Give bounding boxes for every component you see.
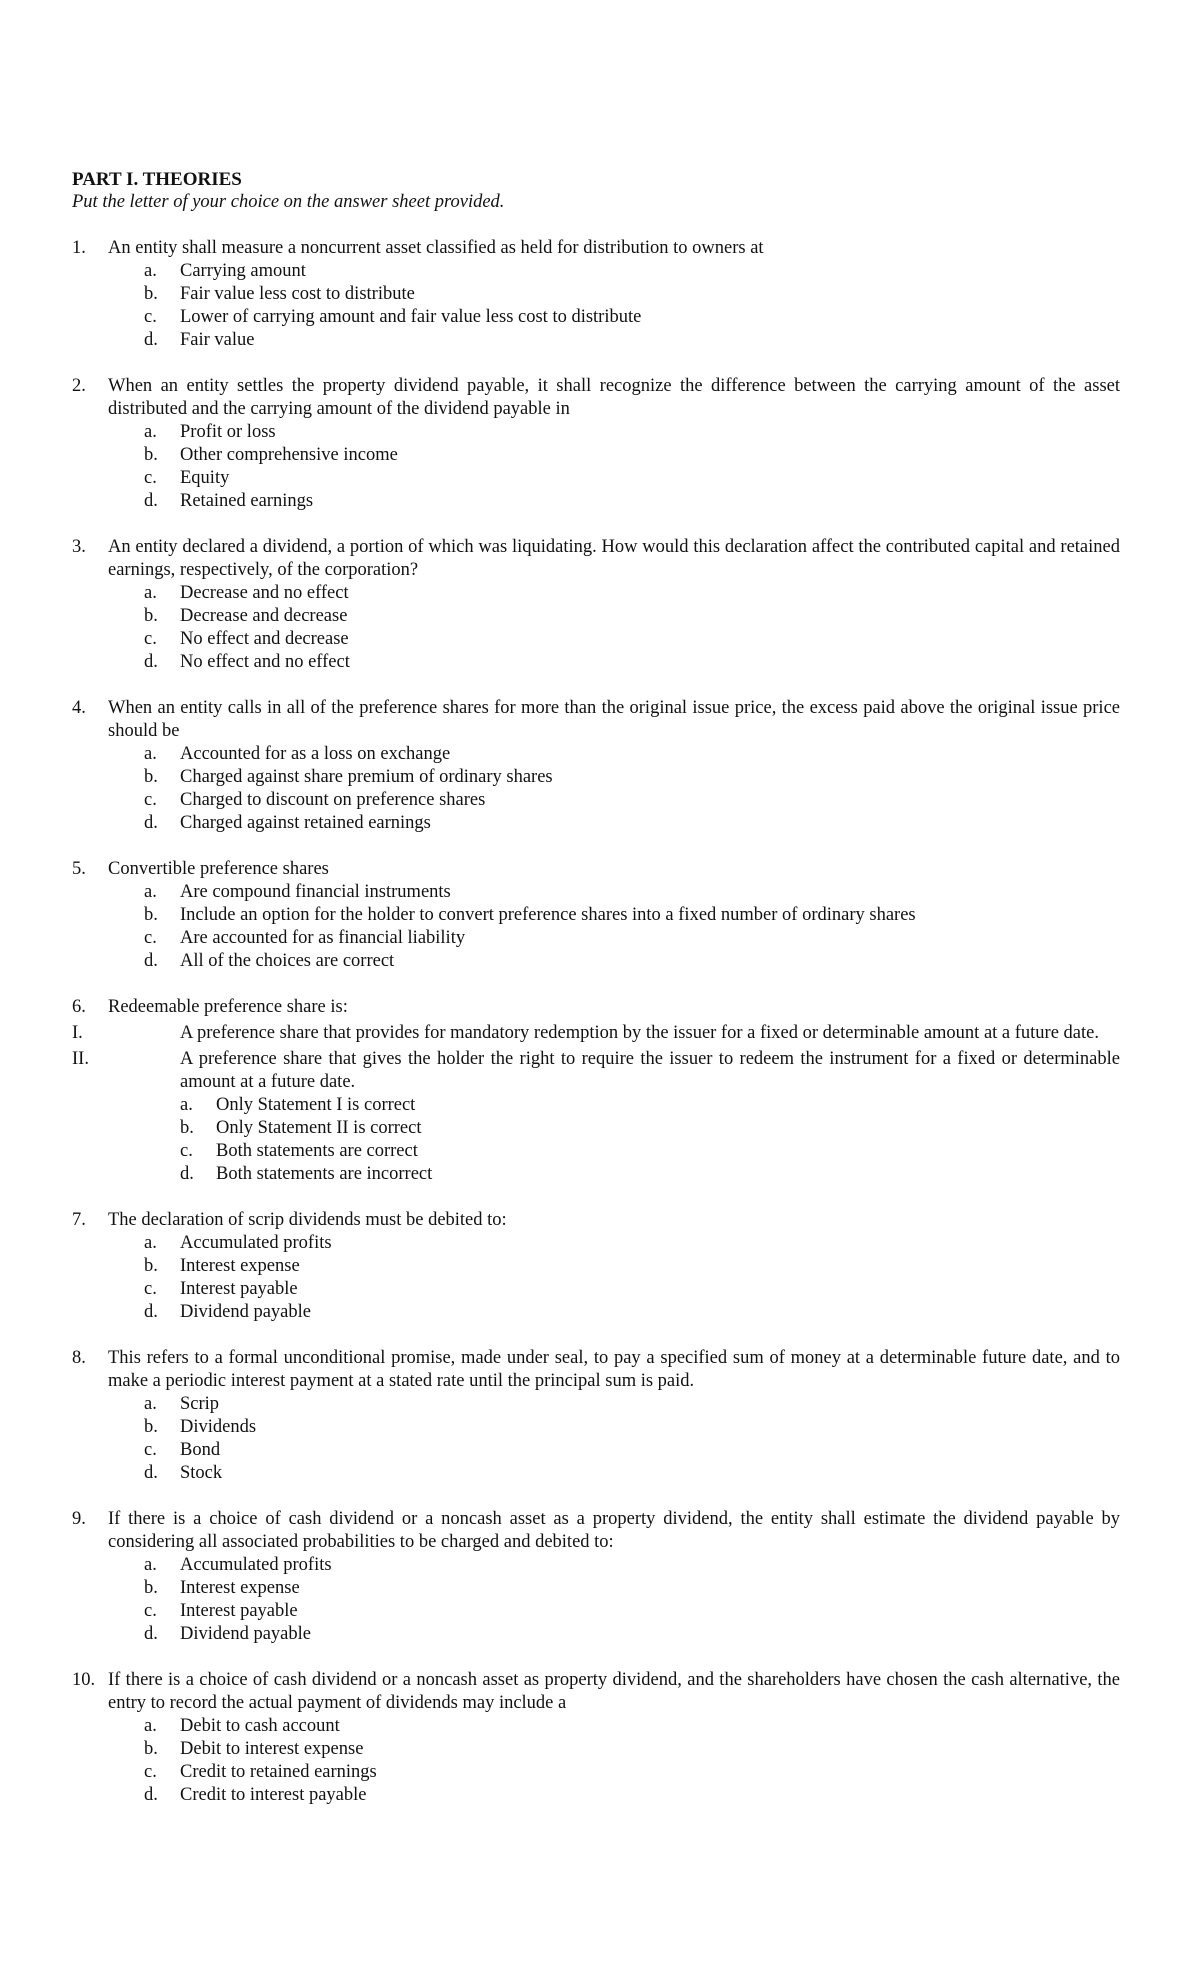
answer-option [144,1577,1120,1600]
question-number: 6. [72,997,86,1017]
option-letter: c. [144,307,157,327]
question-text: If there is a choice of cash dividend or a noncash asset as property dividend, and the shareholders have chosen the cash alternative, the entry to record the actual payment of dividends may include a [108,1670,1120,1713]
option-text: Are compound financial instruments [180,882,451,902]
option-letter: a. [180,1095,193,1115]
answer-option [144,444,1120,467]
answer-option [144,1439,1120,1462]
option-letter: a. [144,422,157,442]
statement-text: A preference share that provides for mandatory redemption by the issuer for a fixed or determinable amount at a future date. [180,1023,1099,1043]
statement-numeral: I. [72,1023,83,1043]
option-letter: a. [144,583,157,603]
option-letter: d. [144,1624,158,1644]
option-text: Include an option for the holder to convert preference shares into a fixed number of ordinary shares [180,905,916,925]
option-letter: c. [144,790,157,810]
option-letter: d. [144,652,158,672]
option-text: Profit or loss [180,422,276,442]
option-letter: c. [144,1440,157,1460]
option-letter: a. [144,1233,157,1253]
answer-option [144,260,1120,283]
answer-option [180,1163,1120,1186]
answer-option [144,1600,1120,1623]
option-letter: d. [144,1463,158,1483]
answer-option [144,467,1120,490]
option-letter: d. [144,1302,158,1322]
answer-option [144,628,1120,651]
option-text: Charged against retained earnings [180,813,431,833]
answer-option [144,605,1120,628]
answer-option [144,1393,1120,1416]
option-letter: b. [144,767,158,787]
answer-option [144,766,1120,789]
option-text: Interest payable [180,1601,298,1621]
question-text: This refers to a formal unconditional promise, made under seal, to pay a specified sum of money at a determinable future date, and to make a periodic interest payment at a stated rate until the principal sum is paid. [108,1348,1120,1391]
question-item [72,1669,1120,1807]
answer-option [144,421,1120,444]
question-list [72,237,1120,1807]
statement-item [72,1022,1120,1045]
option-text: Debit to interest expense [180,1739,364,1759]
question-text: If there is a choice of cash dividend or a noncash asset as a property dividend, the entity shall estimate the dividend payable by considering all associated probabilities to be charged and debited to: [108,1509,1120,1552]
option-text: Charged against share premium of ordinary shares [180,767,553,787]
option-letter: d. [144,951,158,971]
option-letter: c. [144,468,157,488]
option-letter: c. [180,1141,193,1161]
option-letter: c. [144,629,157,649]
option-text: Equity [180,468,230,488]
option-letter: b. [144,445,158,465]
answer-option [144,306,1120,329]
option-text: Retained earnings [180,491,314,511]
option-text: Fair value [180,330,255,350]
option-letter: d. [144,1785,158,1805]
instructions: Put the letter of your choice on the answer sheet provided. [72,192,505,212]
option-letter: b. [180,1118,194,1138]
answer-option [144,1278,1120,1301]
answer-option [144,651,1120,674]
option-letter: b. [144,1417,158,1437]
answer-option [180,1117,1120,1140]
option-letter: d. [144,491,158,511]
answer-option [144,1462,1120,1485]
option-text: Are accounted for as financial liability [180,928,466,948]
option-text: Both statements are correct [216,1141,418,1161]
option-text: Carrying amount [180,261,306,281]
answer-option [144,1738,1120,1761]
answer-option [144,1761,1120,1784]
question-text: Convertible preference shares [108,859,329,879]
option-letter: b. [144,606,158,626]
question-number: 1. [72,238,86,258]
option-letter: d. [180,1164,194,1184]
question-number: 9. [72,1509,86,1529]
question-item [72,536,1120,674]
option-text: Other comprehensive income [180,445,398,465]
answer-option [144,490,1120,513]
answer-option [144,329,1120,352]
answer-option [144,743,1120,766]
question-text: An entity shall measure a noncurrent asset classified as held for distribution to owners at [108,238,764,258]
option-letter: b. [144,905,158,925]
question-item [72,375,1120,513]
option-text: All of the choices are correct [180,951,395,971]
option-letter: d. [144,330,158,350]
option-letter: a. [144,744,157,764]
option-letter: b. [144,1739,158,1759]
option-letter: a. [144,1394,157,1414]
question-number: 3. [72,537,86,557]
option-text: Credit to retained earnings [180,1762,377,1782]
option-letter: c. [144,1601,157,1621]
option-text: Accumulated profits [180,1233,332,1253]
option-text: Credit to interest payable [180,1785,367,1805]
answer-option [144,1554,1120,1577]
option-letter: c. [144,1279,157,1299]
statement-numeral: II. [72,1049,89,1069]
answer-option [144,1301,1120,1324]
question-item [72,858,1120,973]
option-letter: d. [144,813,158,833]
option-letter: a. [144,1555,157,1575]
answer-option [144,950,1120,973]
option-text: Only Statement II is correct [216,1118,422,1138]
option-text: Debit to cash account [180,1716,340,1736]
question-number: 4. [72,698,86,718]
option-text: Dividends [180,1417,257,1437]
question-text: The declaration of scrip dividends must be debited to: [108,1210,507,1230]
question-number: 7. [72,1210,86,1230]
answer-option [144,881,1120,904]
question-number: 5. [72,859,86,879]
option-text: Interest expense [180,1578,300,1598]
answer-option [144,904,1120,927]
answer-option [144,1623,1120,1646]
option-text: Decrease and decrease [180,606,348,626]
option-letter: b. [144,1256,158,1276]
question-item [72,996,1120,1186]
answer-option [180,1140,1120,1163]
option-text: Dividend payable [180,1302,311,1322]
option-text: No effect and no effect [180,652,350,672]
statement-item [72,1048,1120,1094]
document-page [72,168,1120,1830]
option-text: Decrease and no effect [180,583,349,603]
answer-option [144,1255,1120,1278]
option-letter: c. [144,1762,157,1782]
statement-text: A preference share that gives the holder the right to require the issuer to redeem the instrument for a fixed or determinable amount at a future date. [180,1049,1120,1092]
answer-option [144,1715,1120,1738]
option-text: Dividend payable [180,1624,311,1644]
answer-option [144,1784,1120,1807]
option-letter: b. [144,284,158,304]
option-text: Fair value less cost to distribute [180,284,415,304]
answer-option [144,283,1120,306]
option-text: Lower of carrying amount and fair value less cost to distribute [180,307,642,327]
question-text: An entity declared a dividend, a portion of which was liquidating. How would this declaration affect the contributed capital and retained earnings, respectively, of the corporation? [108,537,1120,580]
question-number: 2. [72,376,86,396]
option-text: No effect and decrease [180,629,349,649]
option-text: Bond [180,1440,221,1460]
answer-option [144,927,1120,950]
question-number: 8. [72,1348,86,1368]
answer-option [144,789,1120,812]
option-text: Only Statement I is correct [216,1095,416,1115]
option-text: Scrip [180,1394,220,1414]
option-letter: a. [144,261,157,281]
answer-option [144,582,1120,605]
part-title: PART I. THEORIES [72,169,242,190]
option-text: Interest expense [180,1256,300,1276]
question-item [72,1209,1120,1324]
question-text: When an entity settles the property dividend payable, it shall recognize the difference between the carrying amount of the asset distributed and the carrying amount of the dividend payable in [108,376,1120,419]
question-text: Redeemable preference share is: [108,997,348,1017]
option-text: Stock [180,1463,223,1483]
option-letter: a. [144,1716,157,1736]
question-item [72,1508,1120,1646]
option-text: Accumulated profits [180,1555,332,1575]
option-text: Accounted for as a loss on exchange [180,744,451,764]
option-text: Charged to discount on preference shares [180,790,486,810]
question-number: 10. [72,1670,96,1690]
option-letter: c. [144,928,157,948]
answer-option [180,1094,1120,1117]
question-item [72,1347,1120,1485]
option-letter: b. [144,1578,158,1598]
answer-option [144,1232,1120,1255]
question-item [72,237,1120,352]
option-letter: a. [144,882,157,902]
option-text: Interest payable [180,1279,298,1299]
answer-option [144,812,1120,835]
answer-option [144,1416,1120,1439]
question-text: When an entity calls in all of the preference shares for more than the original issue price, the excess paid above the original issue price should be [108,698,1120,741]
option-text: Both statements are incorrect [216,1164,433,1184]
question-item [72,697,1120,835]
